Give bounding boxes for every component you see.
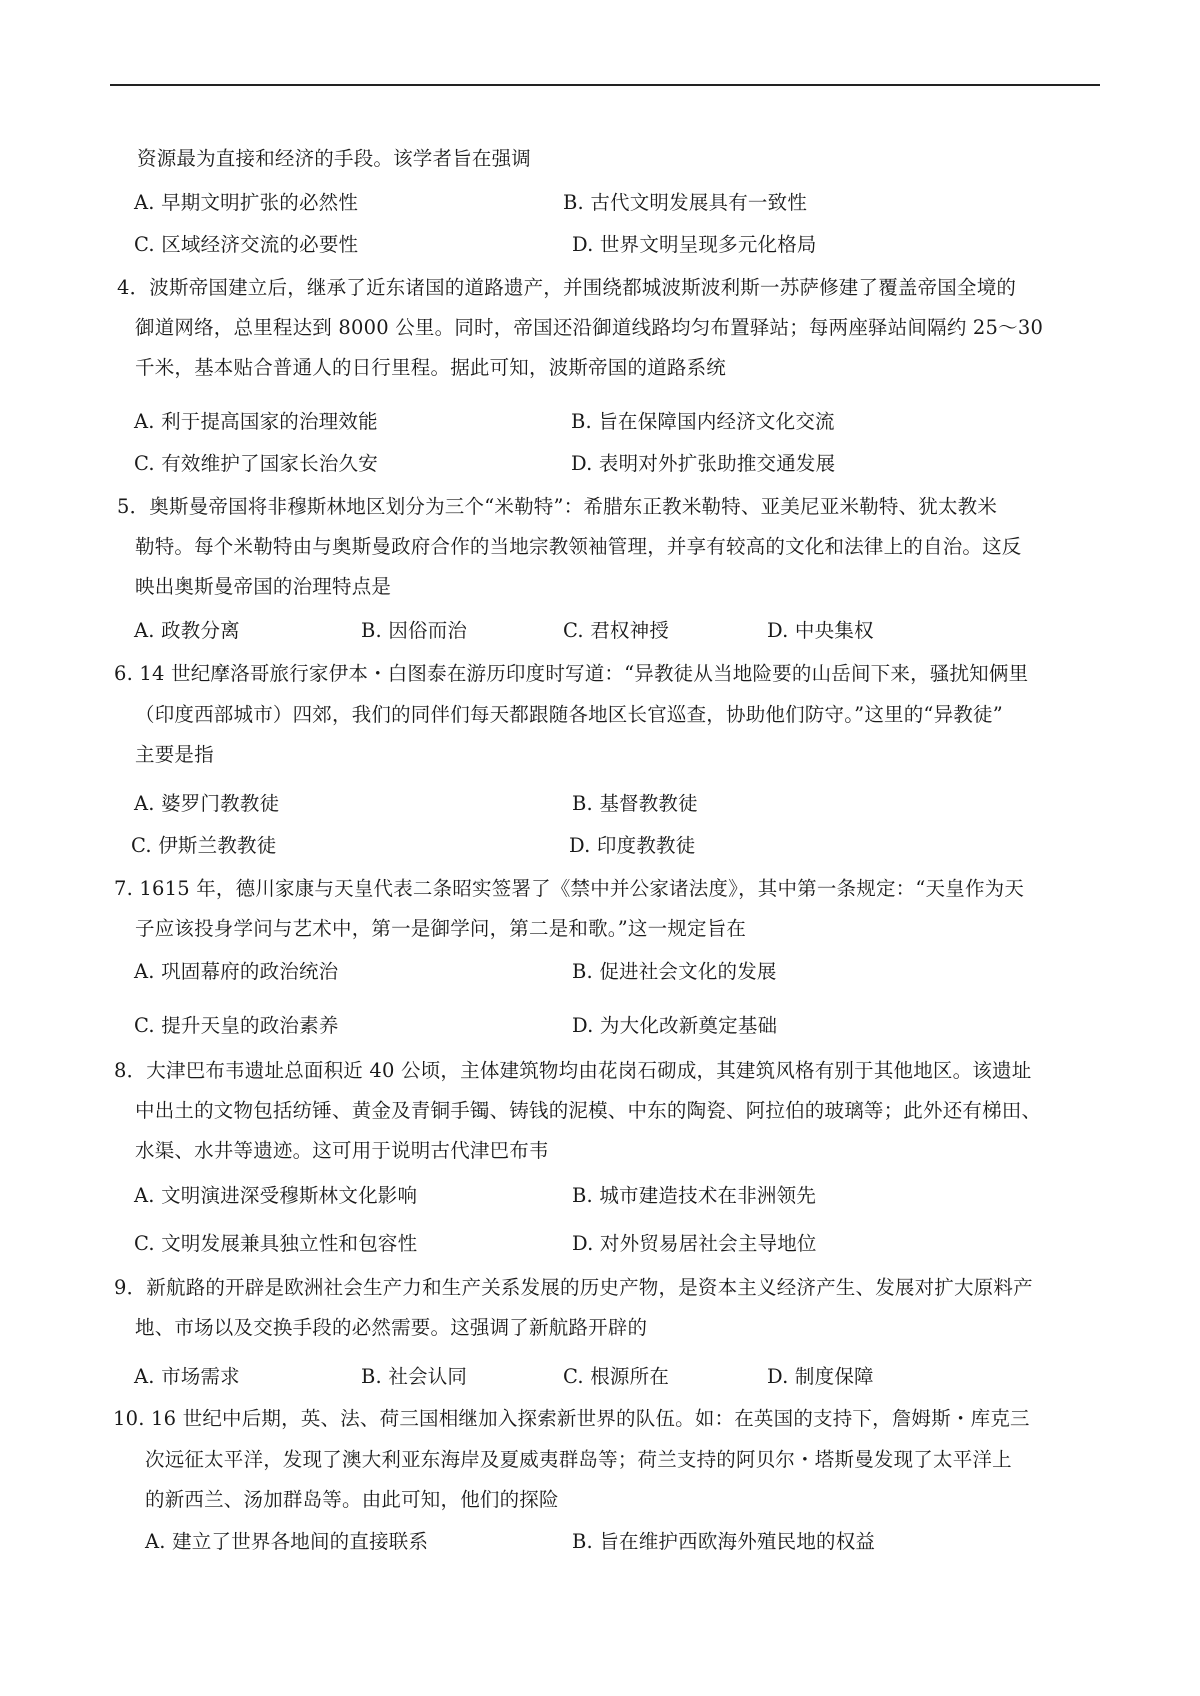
q3-stem-line: 资源最为直接和经济的手段。该学者旨在强调: [137, 147, 532, 170]
q8-stem-line: 8．大津巴布韦遗址总面积近 40 公顷，主体建筑物均由花岗石砌成，其建筑风格有别于其他地区。该遗址: [114, 1059, 1032, 1082]
q7-stem-line: 7. 1615 年，德川家康与天皇代表二条昭实签署了《禁中并公家诸法度》，其中第一条规定：“天皇作为天: [114, 877, 1025, 900]
q7-stem-line: 子应该投身学问与艺术中，第一是御学问，第二是和歌。”这一规定旨在: [135, 917, 747, 940]
q10-stem-line: 的新西兰、汤加群岛等。由此可知，他们的探险: [145, 1488, 559, 1511]
q3-option-c: C. 区域经济交流的必要性: [134, 233, 359, 256]
q9-option-a: A. 市场需求: [134, 1365, 240, 1388]
q5-stem-line: 5．奥斯曼帝国将非穆斯林地区划分为三个“米勒特”：希腊东正教米勒特、亚美尼亚米勒特、犹太教米: [117, 495, 998, 518]
q3-option-a: A. 早期文明扩张的必然性: [134, 191, 359, 214]
q8-stem-line: 水渠、水井等遗迹。这可用于说明古代津巴布韦: [135, 1139, 549, 1162]
header-rule: [110, 84, 1100, 86]
q4-stem-line: 御道网络，总里程达到 8000 公里。同时，帝国还沿御道线路均匀布置驿站；每两座驿站间隔约 25～30: [135, 316, 1044, 339]
q8-option-c: C. 文明发展兼具独立性和包容性: [134, 1232, 418, 1255]
q3-option-d: D. 世界文明呈现多元化格局: [572, 233, 817, 256]
q7-option-d: D. 为大化改新奠定基础: [572, 1014, 778, 1037]
q10-option-b: B. 旨在维护西欧海外殖民地的权益: [572, 1530, 876, 1553]
q6-option-a: A. 婆罗门教教徒: [134, 792, 280, 815]
q9-option-d: D. 制度保障: [767, 1365, 874, 1388]
q9-stem-line: 9．新航路的开辟是欧洲社会生产力和生产关系发展的历史产物，是资本主义经济产生、发展对扩大原料产: [114, 1276, 1033, 1299]
q7-option-a: A. 巩固幕府的政治统治: [134, 960, 339, 983]
q8-option-d: D. 对外贸易居社会主导地位: [572, 1232, 817, 1255]
q9-stem-line: 地、市场以及交换手段的必然需要。这强调了新航路开辟的: [135, 1316, 648, 1339]
q7-option-b: B. 促进社会文化的发展: [572, 960, 777, 983]
q6-option-d: D. 印度教教徒: [569, 834, 696, 857]
q5-option-d: D. 中央集权: [767, 619, 874, 642]
q3-option-b: B. 古代文明发展具有一致性: [563, 191, 808, 214]
q6-stem-line: 主要是指: [135, 743, 214, 766]
q4-option-c: C. 有效维护了国家长治久安: [134, 452, 378, 475]
q10-stem-line: 10. 16 世纪中后期，英、法、荷三国相继加入探索新世界的队伍。如：在英国的支持下，詹姆斯・库克三: [113, 1407, 1030, 1430]
q5-stem-line: 勒特。每个米勒特由与奥斯曼政府合作的当地宗教领袖管理，并享有较高的文化和法律上的自治。这反: [135, 535, 1022, 558]
q8-option-b: B. 城市建造技术在非洲领先: [572, 1184, 817, 1207]
q9-option-b: B. 社会认同: [361, 1365, 468, 1388]
q6-option-b: B. 基督教教徒: [572, 792, 698, 815]
q4-option-a: A. 利于提高国家的治理效能: [134, 410, 378, 433]
q7-option-c: C. 提升天皇的政治素养: [134, 1014, 339, 1037]
q8-stem-line: 中出土的文物包括纺锤、黄金及青铜手镯、铸钱的泥模、中东的陶瓷、阿拉伯的玻璃等；此外还有梯田、: [135, 1099, 1042, 1122]
q5-option-c: C. 君权神授: [563, 619, 670, 642]
q4-stem-line: 4．波斯帝国建立后，继承了近东诸国的道路遗产，并围绕都城波斯波利斯一苏萨修建了覆盖帝国全境的: [117, 276, 1017, 299]
q10-option-a: A. 建立了世界各地间的直接联系: [145, 1530, 429, 1553]
q8-option-a: A. 文明演进深受穆斯林文化影响: [134, 1184, 418, 1207]
q5-option-a: A. 政教分离: [134, 619, 240, 642]
q9-option-c: C. 根源所在: [563, 1365, 670, 1388]
q5-stem-line: 映出奥斯曼帝国的治理特点是: [135, 575, 392, 598]
q6-option-c: C. 伊斯兰教教徒: [131, 834, 277, 857]
q5-option-b: B. 因俗而治: [361, 619, 468, 642]
q10-stem-line: 次远征太平洋，发现了澳大利亚东海岸及夏威夷群岛等；荷兰支持的阿贝尔・塔斯曼发现了太平洋上: [145, 1448, 1012, 1471]
q4-stem-line: 千米，基本贴合普通人的日行里程。据此可知，波斯帝国的道路系统: [135, 356, 727, 379]
q6-stem-line: （印度西部城市）四郊，我们的同伴们每天都跟随各地区长官巡查，协助他们防守。”这里的“异教徒”: [135, 703, 1003, 726]
q4-option-d: D. 表明对外扩张助推交通发展: [571, 452, 836, 475]
q6-stem-line: 6. 14 世纪摩洛哥旅行家伊本・白图泰在游历印度时写道：“异教徒从当地险要的山岳间下来，骚扰知俩里: [114, 662, 1029, 685]
q4-option-b: B. 旨在保障国内经济文化交流: [571, 410, 835, 433]
